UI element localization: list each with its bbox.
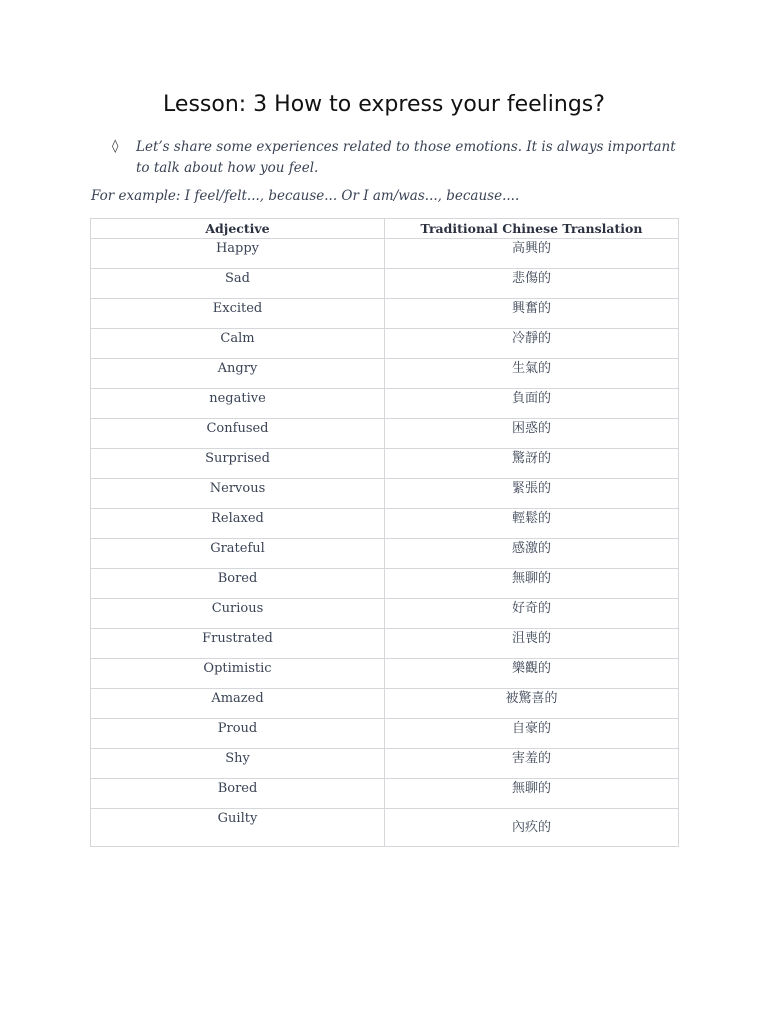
translation-cell: 內疚的	[385, 809, 679, 847]
translation-cell: 沮喪的	[385, 629, 679, 659]
adjective-cell: Amazed	[91, 689, 385, 719]
adjective-cell: Optimistic	[91, 659, 385, 689]
adjective-cell: Frustrated	[91, 629, 385, 659]
table-row	[91, 449, 679, 479]
translation-cell: 感激的	[385, 539, 679, 569]
translation-cell: 輕鬆的	[385, 509, 679, 539]
adjective-cell: Guilty	[91, 809, 385, 847]
table-row	[91, 509, 679, 539]
adjective-cell: Surprised	[91, 449, 385, 479]
table-row	[91, 269, 679, 299]
translation-cell: 生氣的	[385, 359, 679, 389]
adjective-cell: Grateful	[91, 539, 385, 569]
adjective-cell: Nervous	[91, 479, 385, 509]
table-row	[91, 569, 679, 599]
table-row	[91, 689, 679, 719]
translation-cell: 悲傷的	[385, 269, 679, 299]
table-row	[91, 479, 679, 509]
adjective-cell: Sad	[91, 269, 385, 299]
vocabulary-table	[90, 218, 679, 847]
table-row	[91, 329, 679, 359]
translation-cell: 被驚喜的	[385, 689, 679, 719]
adjective-cell: Bored	[91, 569, 385, 599]
column-header-translation: Traditional Chinese Translation	[385, 219, 679, 239]
translation-cell: 困惑的	[385, 419, 679, 449]
page-title: Lesson: 3 How to express your feelings?	[163, 92, 605, 117]
table-row	[91, 599, 679, 629]
translation-cell: 冷靜的	[385, 329, 679, 359]
table-row	[91, 809, 679, 847]
translation-cell: 好奇的	[385, 599, 679, 629]
translation-cell: 無聊的	[385, 779, 679, 809]
table-row	[91, 719, 679, 749]
translation-cell: 負面的	[385, 389, 679, 419]
column-header-adjective: Adjective	[91, 219, 385, 239]
table-row	[91, 239, 679, 269]
adjective-cell: Excited	[91, 299, 385, 329]
translation-cell: 緊張的	[385, 479, 679, 509]
table-row	[91, 299, 679, 329]
example-sentence: For example: I feel/felt..., because... Or I am/was..., because....	[91, 188, 520, 204]
translation-cell: 無聊的	[385, 569, 679, 599]
diamond-bullet-icon: ◊	[112, 139, 119, 154]
translation-cell: 高興的	[385, 239, 679, 269]
adjective-cell: negative	[91, 389, 385, 419]
adjective-cell: Calm	[91, 329, 385, 359]
adjective-cell: Shy	[91, 749, 385, 779]
translation-cell: 驚訝的	[385, 449, 679, 479]
adjective-cell: Confused	[91, 419, 385, 449]
table-row	[91, 389, 679, 419]
table-row	[91, 779, 679, 809]
adjective-cell: Curious	[91, 599, 385, 629]
table-row	[91, 659, 679, 689]
adjective-cell: Proud	[91, 719, 385, 749]
table-row	[91, 359, 679, 389]
translation-cell: 興奮的	[385, 299, 679, 329]
translation-cell: 樂觀的	[385, 659, 679, 689]
adjective-cell: Relaxed	[91, 509, 385, 539]
table-row	[91, 629, 679, 659]
adjective-cell: Angry	[91, 359, 385, 389]
adjective-cell: Happy	[91, 239, 385, 269]
table-row	[91, 419, 679, 449]
instruction-text: Let’s share some experiences related to those emotions. It is always important to talk about how you feel.	[136, 139, 676, 176]
translation-cell: 害羞的	[385, 749, 679, 779]
table-header-row	[91, 219, 679, 239]
adjective-cell: Bored	[91, 779, 385, 809]
table-row	[91, 749, 679, 779]
translation-cell: 自豪的	[385, 719, 679, 749]
table-row	[91, 539, 679, 569]
